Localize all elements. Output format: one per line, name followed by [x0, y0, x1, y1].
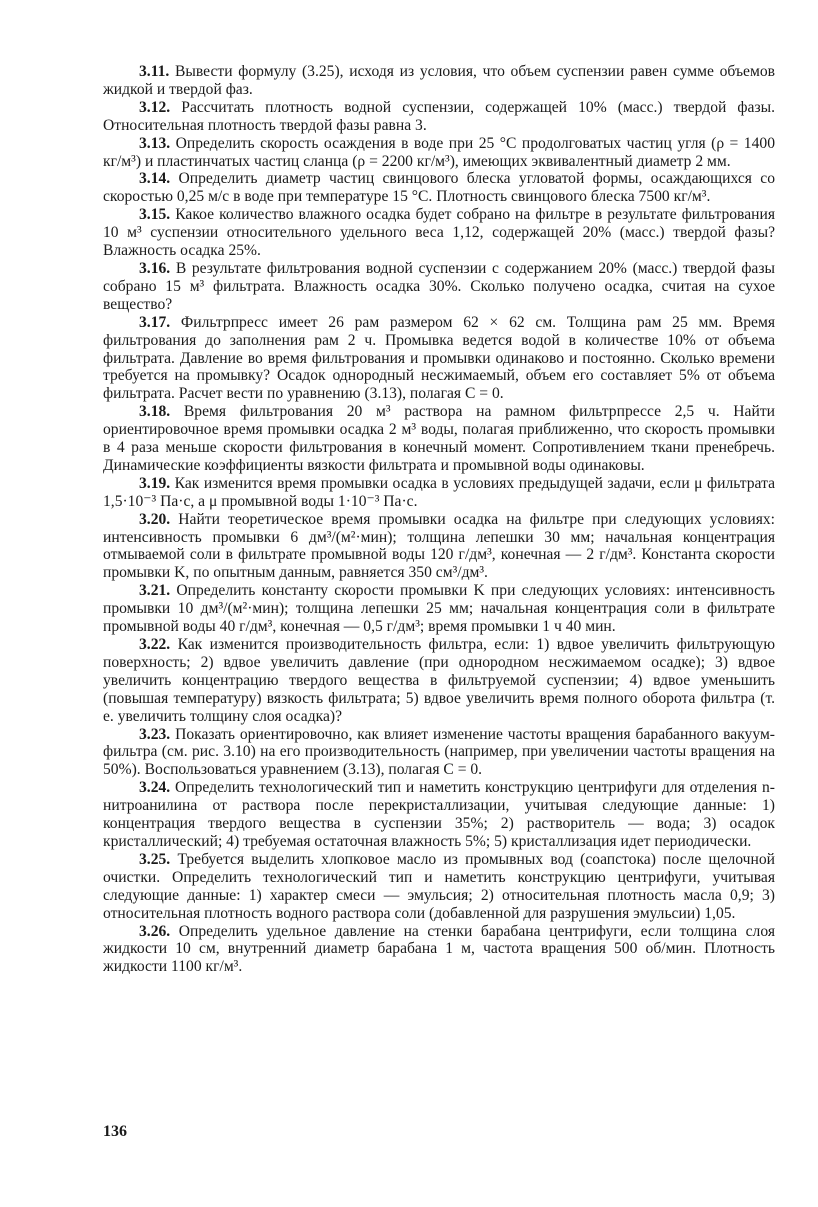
problem-3-13 [103, 135, 775, 171]
problem-3-14 [103, 170, 775, 206]
problem-number: 3.11. [139, 63, 170, 80]
problem-text: Определить диаметр частиц свинцового блеска угловатой формы, осаждающихся со скоростью 0,25 м/с в воде при температуре 15 °С. Плотность свинцового блеска 7500 кг/м³. [103, 170, 775, 206]
problem-number: 3.15. [139, 206, 171, 224]
problem-3-24 [103, 779, 775, 851]
problem-text: Определить технологический тип и наметить конструкцию центрифуги для отделения n-нитроанилина от раствора после перекристаллизации, учитывая следующие данные: 1) концентрация твердого вещества в суспензии 35%; 2) растворитель — вода; 3) осадок кристаллический; 4) требуемая остаточная влажность 5%; 5) кристаллизация идет периодически. [103, 779, 775, 850]
problem-3-23 [103, 726, 775, 780]
problem-number: 3.21. [139, 582, 171, 600]
problem-3-20 [103, 511, 775, 583]
problem-text: Определить скорость осаждения в воде при 25 °С продолговатых частиц угля (ρ = 1400 кг/м³) и пластинчатых частиц сланца (ρ = 2200 кг/м³), имеющих эквивалентный диаметр 2 мм. [103, 134, 775, 170]
problem-3-22 [103, 636, 775, 726]
problem-text: Найти теоретическое время промывки осадка на фильтре при следующих условиях: интенсивность промывки 6 дм³/(м²·мин); толщина лепешки 30 мм; начальная концентрация отмываемой соли в фильтрате промывной воды 120 г/дм³, конечная — 2 г/дм³. Константа скорости промывки K, по опытным данным, равняется 350 см³/дм³. [103, 510, 775, 582]
problem-number: 3.20. [139, 510, 171, 528]
problem-number: 3.16. [139, 259, 171, 277]
problem-3-15 [103, 206, 775, 260]
problem-3-16 [103, 260, 775, 314]
problem-3-17 [103, 314, 775, 404]
problem-3-18 [103, 403, 775, 475]
problem-text: Требуется выделить хлопковое масло из промывных вод (соапстока) после щелочной очистки. Определить технологический тип и наметить конструкцию центрифуги, учитывая следующие данные: 1) характер смеси — эмульсия; 2) относительная плотность масла 0,9; 3) относительная плотность водного раствора соли (добавленной для разрушения эмульсии) 1,05. [103, 850, 775, 922]
problem-number: 3.14. [139, 170, 171, 188]
problems-text-block [103, 63, 775, 976]
problem-text: Фильтрпресс имеет 26 рам размером 62 × 62 см. Толщина рам 25 мм. Время фильтрования до заполнения рам 2 ч. Промывка ведется водой в количестве 10% от объема фильтрата. Давление во время фильтрования и промывки одинаково и постоянно. Сколько времени требуется на промывку? Осадок однородный несжимаемый, объем его составляет 5% от объема фильтрата. Расчет вести по уравнению (3.13), полагая C = 0. [103, 313, 776, 403]
problem-text: Какое количество влажного осадка будет собрано на фильтре в результате фильтрования 10 м³ суспензии относительного удельного веса 1,12, содержащей 20% (масс.) твердой фазы? Влажность осадка 25%. [103, 206, 775, 260]
problem-3-12 [103, 99, 775, 135]
problem-3-19 [103, 475, 775, 511]
problem-number: 3.25. [139, 850, 171, 868]
problem-number: 3.24. [139, 779, 171, 797]
problem-text: Определить удельное давление на стенки барабана центрифуги, если толщина слоя жидкости 10 см, внутренний диаметр барабана 1 м, частота вращения 500 об/мин. Плотность жидкости 1100 кг/м³. [103, 922, 775, 976]
problem-number: 3.23. [139, 725, 171, 743]
problem-text: Время фильтрования 20 м³ раствора на рамном фильтрпрессе 2,5 ч. Найти ориентировочное время промывки осадка 2 м³ воды, полагая приближенно, что скорость промывки в 4 раза меньше скорости фильтрования в конечный момент. Сопротивлением ткани пренебречь. Динамические коэффициенты вязкости фильтрата и промывной воды одинаковы. [103, 403, 775, 474]
problem-text: Определить константу скорости промывки K при следующих условиях: интенсивность промывки 10 дм³/(м²·мин); толщина лепешки 25 мм; начальная концентрация соли в фильтрате промывной воды 40 г/дм³, конечная — 0,5 г/дм³; время промывки 1 ч 40 мин. [103, 582, 775, 636]
problem-text: В результате фильтрования водной суспензии с содержанием 20% (масс.) твердой фазы собрано 15 м³ фильтрата. Влажность осадка 30%. Сколько получено осадка, считая на сухое вещество? [103, 259, 775, 313]
problem-3-11 [103, 63, 775, 99]
problem-number: 3.17. [139, 313, 171, 331]
problem-text: Показать ориентировочно, как влияет изменение частоты вращения барабанного вакуум-фильтра (см. рис. 3.10) на его производительность (например, при увеличении частоты вращения на 50%). Воспользоваться уравнением (3.13), полагая C = 0. [103, 725, 776, 779]
problem-number: 3.19. [139, 474, 171, 492]
problem-number: 3.13. [139, 134, 171, 152]
problem-number: 3.12. [139, 98, 171, 116]
problem-text: Рассчитать плотность водной суспензии, содержащей 10% (масс.) твердой фазы. Относительная плотность твердой фазы равна 3. [103, 98, 775, 134]
page-number: 136 [103, 1123, 127, 1140]
problem-3-25 [103, 851, 775, 923]
problem-number: 3.22. [139, 636, 171, 653]
problem-text: Как изменится время промывки осадка в условиях предыдущей задачи, если μ фильтрата 1,5·10⁻³ Па·с, а μ промывной воды 1·10⁻³ Па·с. [103, 474, 775, 510]
problem-text: Как изменится производительность фильтра, если: 1) вдвое увеличить фильтрующую поверхность; 2) вдвое увеличить давление (при однородном несжимаемом осадке); 3) вдвое увеличить концентрацию твердого вещества в фильтруемой суспензии; 4) вдвое уменьшить (повышая температуру) вязкость фильтрата; 5) вдвое увеличить время полного оборота фильтра (т. е. увеличить толщину слоя осадка)? [103, 636, 775, 725]
problem-3-21 [103, 582, 775, 636]
problem-text: Вывести формулу (3.25), исходя из условия, что объем суспензии равен сумме объемов жидкой и твердой фаз. [103, 63, 775, 98]
problem-number: 3.26. [139, 922, 171, 940]
problem-3-26 [103, 923, 775, 977]
problem-number: 3.18. [139, 403, 171, 421]
